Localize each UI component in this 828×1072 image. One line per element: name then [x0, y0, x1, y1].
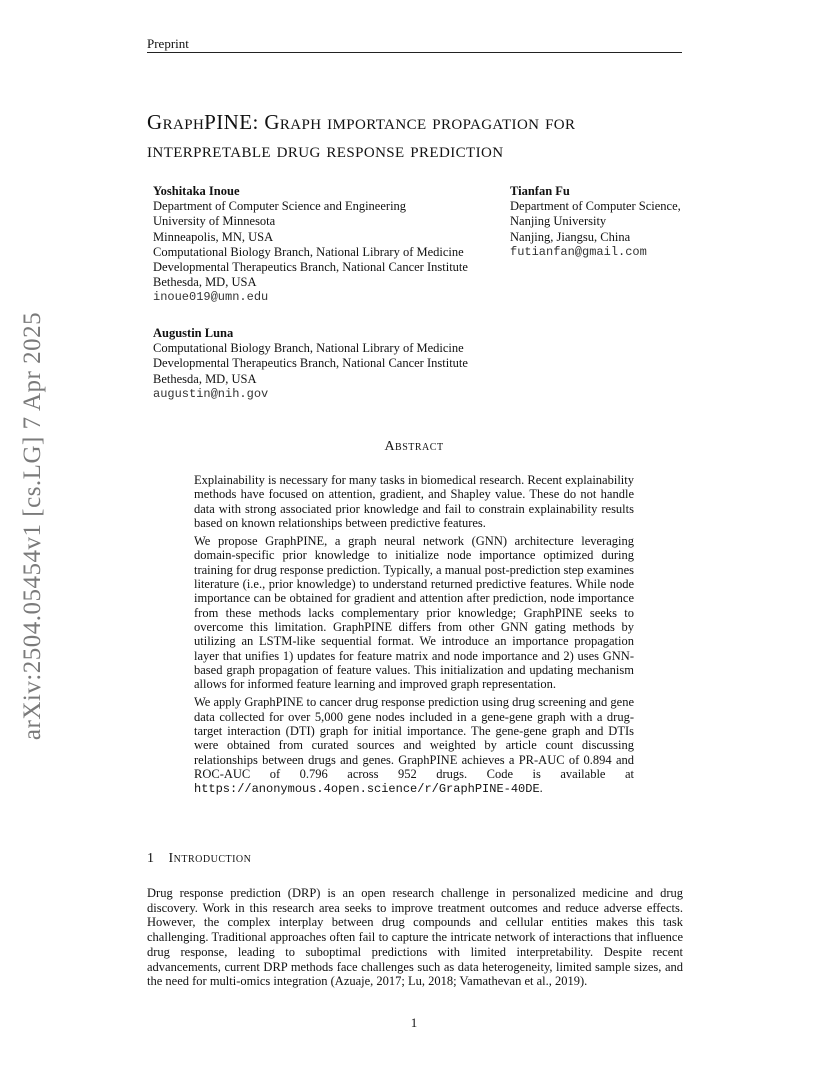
title-line-1: GraphPINE: Graph importance propagation for [147, 110, 576, 134]
author-affiliation: Bethesda, MD, USA [153, 371, 257, 386]
author-name: Tianfan Fu [510, 184, 570, 198]
author-affiliation: Department of Computer Science, [510, 199, 681, 214]
code-link[interactable]: https://anonymous.4open.science/r/GraphPINE-40DE [194, 782, 540, 797]
author-affiliation: Developmental Therapeutics Branch, National Cancer Institute [153, 356, 468, 371]
title-line-2: interpretable drug response prediction [147, 138, 504, 162]
author-affiliation: Computational Biology Branch, National Library of Medicine [153, 244, 464, 259]
page-number: 1 [410, 1015, 418, 1030]
paper-title [147, 108, 707, 164]
author-affiliation: Bethesda, MD, USA [153, 275, 257, 290]
author-affiliation: Developmental Therapeutics Branch, National Cancer Institute [153, 260, 468, 275]
abstract-paragraph: We propose GraphPINE, a graph neural network (GNN) architecture leveraging domain-specific prior knowledge to initialize node importance optimized during training for drug response prediction. Typically, a manual post-prediction step examines literature (i.e., prior knowledge) to understand returned predictive features. While node importance can be obtained for gradient and attention after prediction, node importance from these methods lacks complementary prior knowledge; GraphPINE seeks to overcome this limitation. GraphPINE differs from other GNN gating methods by utilizing an LSTM-like sequential format. We introduce an importance propagation layer that unifies 1) updates for feature matrix and node importance and 2) uses GNN-based graph propagation of feature values. This initialization and updating mechanism allows for informed feature learning and improved graph representation. [194, 534, 634, 692]
section-number: 1 [147, 851, 155, 866]
author-affiliation: Computational Biology Branch, National Library of Medicine [153, 341, 464, 356]
header-rule [147, 52, 682, 53]
author-email[interactable]: futianfan@gmail.com [510, 244, 647, 259]
section-title: Introduction [168, 851, 252, 866]
abstract-heading: Abstract [384, 439, 444, 454]
author-block [153, 326, 468, 402]
abstract-text-end: . [539, 781, 543, 796]
author-affiliation: Nanjing University [510, 214, 607, 229]
abstract-body [194, 473, 634, 801]
author-affiliation: Department of Computer Science and Engineering [153, 199, 407, 214]
introduction-paragraph: Drug response prediction (DRP) is an open research challenge in personalized medicine and drug discovery. Work in this research area seeks to improve treatment outcomes and reduce adverse effects. However, the complex interplay between drug compounds and cellular entities makes this task challenging. Traditional approaches often fail to capture the intricate network of interactions that influence drug response, leading to suboptimal predictions with limited interpretability. Despite recent advancements, current DRP methods face challenges such as data heterogeneity, limited sample sizes, and the need for multi-omics integration (Azuaje, 2017; Lu, 2018; Vamathevan et al., 2019). [147, 886, 683, 989]
introduction-body [147, 886, 683, 989]
section-heading [147, 851, 251, 867]
abstract-text: We apply GraphPINE to cancer drug response prediction using drug screening and gene data collected for over 5,000 gene nodes included in a gene-gene graph with a drug-target interaction (DTI) graph for initial importance. The gene-gene graph and DTIs were obtained from curated sources and weighted by article count discussing relationships between drugs and genes. GraphPINE achieves a PR-AUC of 0.894 and ROC-AUC of 0.796 across 952 drugs. Code is available at [194, 695, 634, 781]
author-affiliation: Nanjing, Jiangsu, China [510, 229, 631, 244]
author-name: Augustin Luna [153, 326, 234, 340]
arxiv-stamp[interactable]: arXiv:2504.05454v1 [cs.LG] 7 Apr 2025 [19, 311, 46, 741]
author-block [510, 184, 681, 260]
author-affiliation: University of Minnesota [153, 214, 276, 229]
author-email[interactable]: augustin@nih.gov [153, 386, 269, 401]
author-name: Yoshitaka Inoue [153, 184, 240, 198]
abstract-paragraph: Explainability is necessary for many tasks in biomedical research. Recent explainability methods have focused on attention, gradient, and Shapley value. These do not handle data with strong associated prior knowledge and fail to constrain explainability results based on known relationships between predictive features. [194, 473, 634, 530]
author-email[interactable]: inoue019@umn.edu [153, 290, 269, 305]
abstract-paragraph [194, 695, 634, 796]
running-header: Preprint [147, 36, 189, 51]
author-block [153, 184, 468, 306]
author-affiliation: Minneapolis, MN, USA [153, 229, 274, 244]
